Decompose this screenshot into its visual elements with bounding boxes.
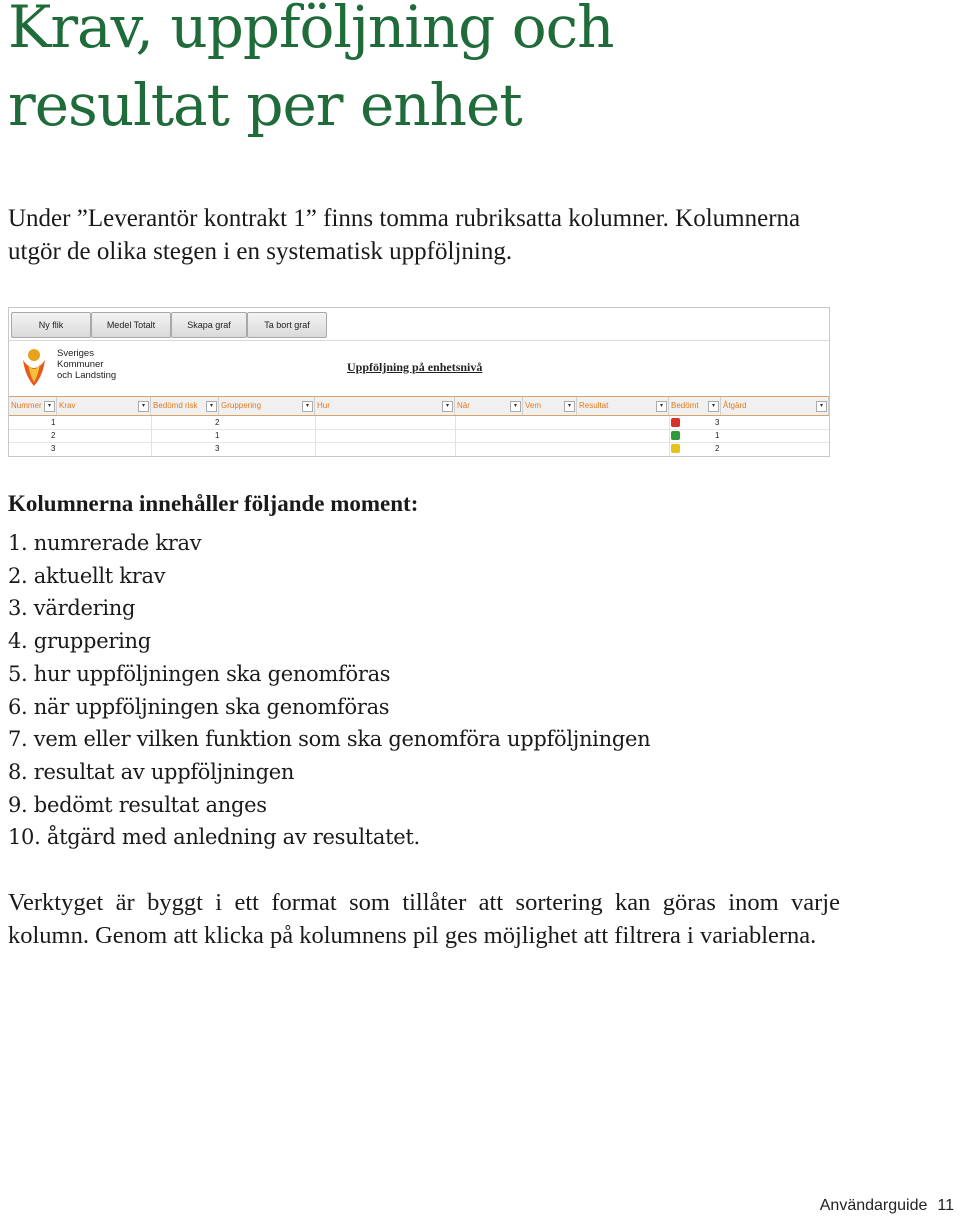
page-number: 11 — [937, 1197, 954, 1214]
row-line — [9, 442, 829, 443]
list-item: 5. hur uppföljningen ska genomföras — [8, 661, 391, 686]
column-header-bedomt[interactable]: Bedömt ▾ — [669, 397, 721, 415]
column-header-bedomd-risk[interactable]: Bedömd risk ▾ — [151, 397, 219, 415]
status-green-icon — [671, 431, 680, 440]
filter-dropdown-icon[interactable]: ▾ — [138, 401, 149, 412]
column-header-atgard[interactable]: Åtgärd ▾ — [721, 397, 829, 415]
list-item: 2. aktuellt krav — [8, 563, 166, 588]
logo-wordmark: Sveriges Kommuner och Landsting — [57, 348, 117, 381]
filter-dropdown-icon[interactable]: ▾ — [656, 401, 667, 412]
sheet-title: Uppföljning på enhetsnivå — [347, 360, 483, 374]
filter-dropdown-icon[interactable]: ▾ — [510, 401, 521, 412]
page-footer — [820, 1195, 954, 1217]
steps-list — [8, 527, 650, 854]
filter-dropdown-icon[interactable]: ▾ — [302, 401, 313, 412]
skl-logo-icon — [19, 346, 49, 388]
cell-nummer: 3 — [51, 444, 56, 453]
list-item: 6. när uppföljningen ska genomföras — [8, 694, 390, 719]
column-header-gruppering[interactable]: Gruppering ▾ — [219, 397, 315, 415]
cell-bedomd-risk: 2 — [215, 418, 220, 427]
page-title-line-1: Krav, uppföljning och — [8, 0, 614, 61]
create-chart-button[interactable]: Skapa graf — [171, 312, 247, 338]
column-header-nar[interactable]: När ▾ — [455, 397, 523, 415]
filter-dropdown-icon[interactable]: ▾ — [816, 401, 827, 412]
page-title-line-2: resultat per enhet — [8, 71, 522, 139]
filter-dropdown-icon[interactable]: ▾ — [708, 401, 719, 412]
grid-line — [455, 416, 456, 456]
cell-nummer: 2 — [51, 431, 56, 440]
cell-atgard: 3 — [715, 418, 720, 427]
row-line — [9, 429, 829, 430]
cell-bedomd-risk: 1 — [215, 431, 220, 440]
column-header-resultat[interactable]: Resultat ▾ — [577, 397, 669, 415]
column-header-hur[interactable]: Hur ▾ — [315, 397, 455, 415]
filter-dropdown-icon[interactable]: ▾ — [564, 401, 575, 412]
list-item: 9. bedömt resultat anges — [8, 792, 267, 817]
cell-atgard: 2 — [715, 444, 720, 453]
grid-line — [669, 416, 670, 456]
column-header-krav[interactable]: Krav ▾ — [57, 397, 151, 415]
spreadsheet-screenshot — [8, 307, 830, 457]
total-average-button[interactable]: Medel Totalt — [91, 312, 171, 338]
outro-paragraph: Verktyget är byggt i ett format som tillåter att sortering kan göras inom varje kolumn. Genom att klicka på kolumnens pil ges möjlighet att filtrera i variablerna. — [8, 889, 840, 949]
column-header-vem[interactable]: Vem ▾ — [523, 397, 577, 415]
cell-bedomd-risk: 3 — [215, 444, 220, 453]
grid-line — [315, 416, 316, 456]
column-header-nummer[interactable]: Nummer ▾ — [9, 397, 57, 415]
column-header-row — [9, 396, 829, 416]
cell-atgard: 1 — [715, 431, 720, 440]
list-item: 3. värdering — [8, 596, 136, 621]
section-subheading: Kolumnerna innehåller följande moment: — [8, 491, 419, 516]
new-tab-button[interactable]: Ny flik — [11, 312, 91, 338]
status-yellow-icon — [671, 444, 680, 453]
grid-line — [151, 416, 152, 456]
status-red-icon — [671, 418, 680, 427]
remove-chart-button[interactable]: Ta bort graf — [247, 312, 327, 338]
filter-dropdown-icon[interactable]: ▾ — [442, 401, 453, 412]
list-item: 10. åtgärd med anledning av resultatet. — [8, 825, 420, 850]
intro-paragraph: Under ”Leverantör kontrakt 1” finns tomma rubriksatta kolumner. Kolumnerna utgör de olika stegen i en systematisk uppföljning. — [8, 205, 801, 265]
footer-label: Användarguide — [819, 1197, 928, 1214]
list-item: 1. numrerade krav — [8, 531, 202, 555]
filter-dropdown-icon[interactable]: ▾ — [206, 401, 217, 412]
list-item: 8. resultat av uppföljningen — [8, 759, 295, 784]
filter-dropdown-icon[interactable]: ▾ — [44, 401, 55, 412]
organization-logo — [19, 346, 149, 390]
page-title — [8, 0, 614, 144]
button-toolbar — [9, 308, 829, 341]
list-item: 4. gruppering — [8, 629, 151, 654]
list-item: 7. vem eller vilken funktion som ska genomföra uppföljningen — [8, 727, 651, 752]
cell-nummer: 1 — [51, 418, 56, 427]
